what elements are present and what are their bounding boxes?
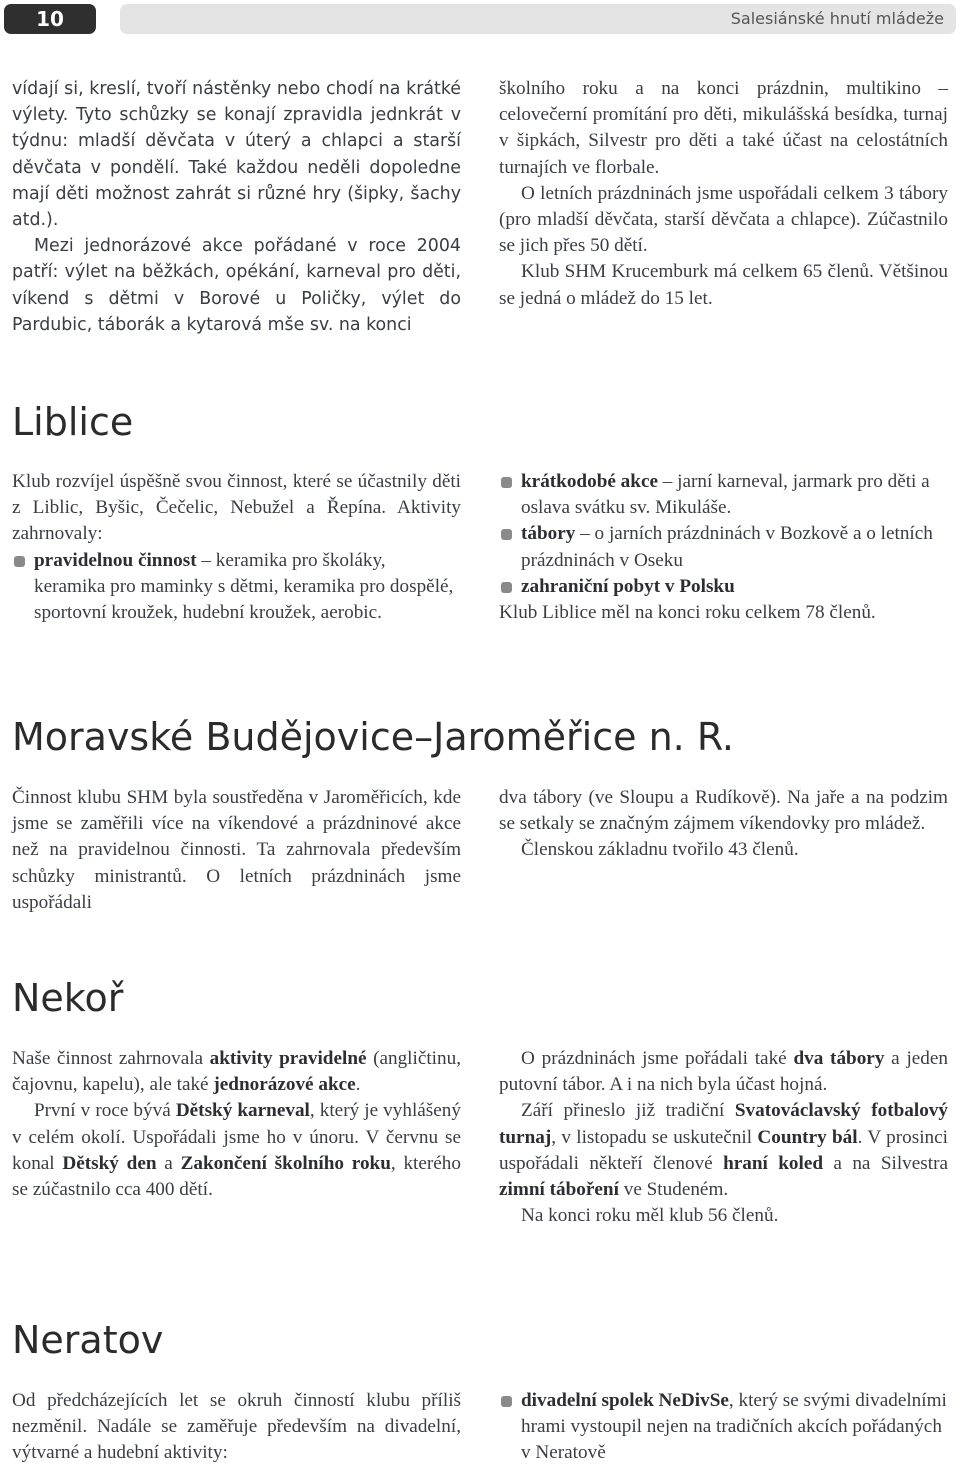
liblice-activity-list	[499, 469, 948, 600]
section-heading-liblice: Liblice	[12, 400, 134, 444]
nekor-left-column	[12, 1046, 461, 1203]
nekor-paragraph: Naše činnost zahrnovala aktivity pravidelné (angličtinu, čajovnu, kapelu), ale také jednorázové akce.	[12, 1048, 461, 1096]
section-heading-nekor: Nekoř	[12, 976, 124, 1020]
intro-left-paragraph: vídají si, kreslí, tvoří nástěnky nebo chodí na krátké výlety. Tyto schůzky se konají zpravidla jednkrát v týdnu: mladší děvčata v úterý a chlapci a starší děvčata v pondělí. Také každou neděli dopoledne mají děti možnost zahrát si různé hry (šipky, šachy atd.).	[12, 79, 461, 231]
publication-title: Salesiánské hnutí mládeže	[730, 9, 944, 28]
neratov-activity-list	[499, 1388, 948, 1467]
list-item	[499, 574, 948, 600]
nekor-paragraph: První v roce bývá Dětský karneval, který je vyhlášený v celém okolí. Uspořádali jsme ho v únoru. V červnu se konal Dětský den a Zakončení školního roku, kterého se zúčastnilo cca 400 dětí.	[12, 1100, 461, 1201]
bullet-text: – jarní karneval, jarmark pro děti a oslava svátku sv. Mikuláše.	[521, 471, 930, 519]
neratov-paragraph: Od předcházejících let se okruh činností klubu příliš nezměnil. Nadále se zaměřuje především na divadelní, výtvarné a hudební aktivity:	[12, 1390, 461, 1464]
nekor-right-column	[499, 1046, 948, 1229]
liblice-activity-list	[12, 548, 461, 627]
moravske-paragraph: Členskou základnu tvořilo 43 členů.	[521, 839, 799, 861]
nekor-paragraph: O prázdninách jsme pořádali také dva tábory a jeden putovní tábor. A i na nich byla účast hojná.	[499, 1048, 948, 1096]
bullet-text: – keramika pro školáky, keramika pro maminky s dětmi, keramika pro dospělé, sportovní kroužek, hudební kroužek, aerobic.	[34, 549, 454, 624]
bullet-term: divadelní spolek NeDivSe	[521, 1390, 729, 1411]
running-header	[120, 4, 956, 34]
section-heading-neratov: Neratov	[12, 1318, 164, 1362]
intro-right-paragraph: O letních prázdninách jsme uspořádali celkem 3 tábory (pro mladší děvčata, starší děvčata a chlapce). Zúčastnilo se jich přes 50 dětí.	[499, 182, 948, 257]
neratov-left-column	[12, 1388, 461, 1467]
intro-right-column	[499, 76, 948, 312]
page-number: 10	[4, 4, 96, 34]
bullet-term: pravidelnou činnost	[34, 549, 197, 571]
bullet-text: , který se svými divadelními hrami vystoupil nejen na tradičních akcích pořádaných v Neratově	[521, 1390, 947, 1464]
moravske-left-column	[12, 785, 461, 916]
bullet-term: krátkodobé akce	[521, 471, 658, 492]
moravske-paragraph: dva tábory (ve Sloupu a Rudíkově). Na jaře a na podzim se setkaly se značným zájmem víkendovky pro mládež.	[499, 787, 948, 835]
intro-right-paragraph: Klub SHM Krucemburk má celkem 65 členů. Většinou se jedná o mládež do 15 let.	[499, 261, 948, 309]
bullet-text: – o jarních prázdninách v Bozkově a o letních prázdninách v Oseku	[521, 523, 933, 571]
liblice-closing: Klub Liblice měl na konci roku celkem 78 členů.	[499, 602, 876, 624]
nekor-paragraph: Září přineslo již tradiční Svatováclavský fotbalový turnaj, v listopadu se uskutečnil Country bál. V prosinci uspořádali někteří členové hraní koled a na Silvestra zimní táboření ve Studeném.	[499, 1100, 948, 1201]
bullet-term: tábory	[521, 523, 576, 545]
nekor-paragraph: Na konci roku měl klub 56 členů.	[521, 1205, 779, 1227]
moravske-paragraph: Činnost klubu SHM byla soustředěna v Jaroměřicích, kde jsme se zaměřili více na víkendové a prázdninové akce než na pravidelnou činnosti. Ta zahrnovala především schůzky ministrantů. O letních prázdninách jsme uspořádali	[12, 787, 461, 913]
liblice-left-column	[12, 469, 461, 626]
moravske-right-column	[499, 785, 948, 864]
intro-left-paragraph: Mezi jednorázové akce pořádané v roce 2004 patří: výlet na běžkách, opékání, karneval pro děti, víkend s dětmi v Borové u Poličky, výlet do Pardubic, táborák a kytarová mše sv. na konci	[12, 236, 461, 335]
list-item	[499, 469, 948, 521]
bullet-term: zahraniční pobyt v Polsku	[521, 575, 735, 597]
list-item	[499, 1388, 948, 1467]
list-item	[12, 548, 461, 627]
intro-right-paragraph: školního roku a na konci prázdnin, multikino – celovečerní promítání pro děti, mikulášská besídka, turnaj v šipkách, Silvestr pro děti a také účast na celostátních turnajích ve florbale.	[499, 78, 948, 178]
neratov-right-column	[499, 1388, 948, 1467]
intro-left-column	[12, 76, 461, 338]
section-heading-moravske: Moravské Budějovice–Jaroměřice n. R.	[12, 715, 734, 759]
list-item	[499, 521, 948, 573]
liblice-right-column	[499, 469, 948, 626]
liblice-intro: Klub rozvíjel úspěšně svou činnost, které se účastnily děti z Liblic, Byšic, Čečelic, Nebužel a Řepína. Aktivity zahrnovaly:	[12, 471, 461, 545]
